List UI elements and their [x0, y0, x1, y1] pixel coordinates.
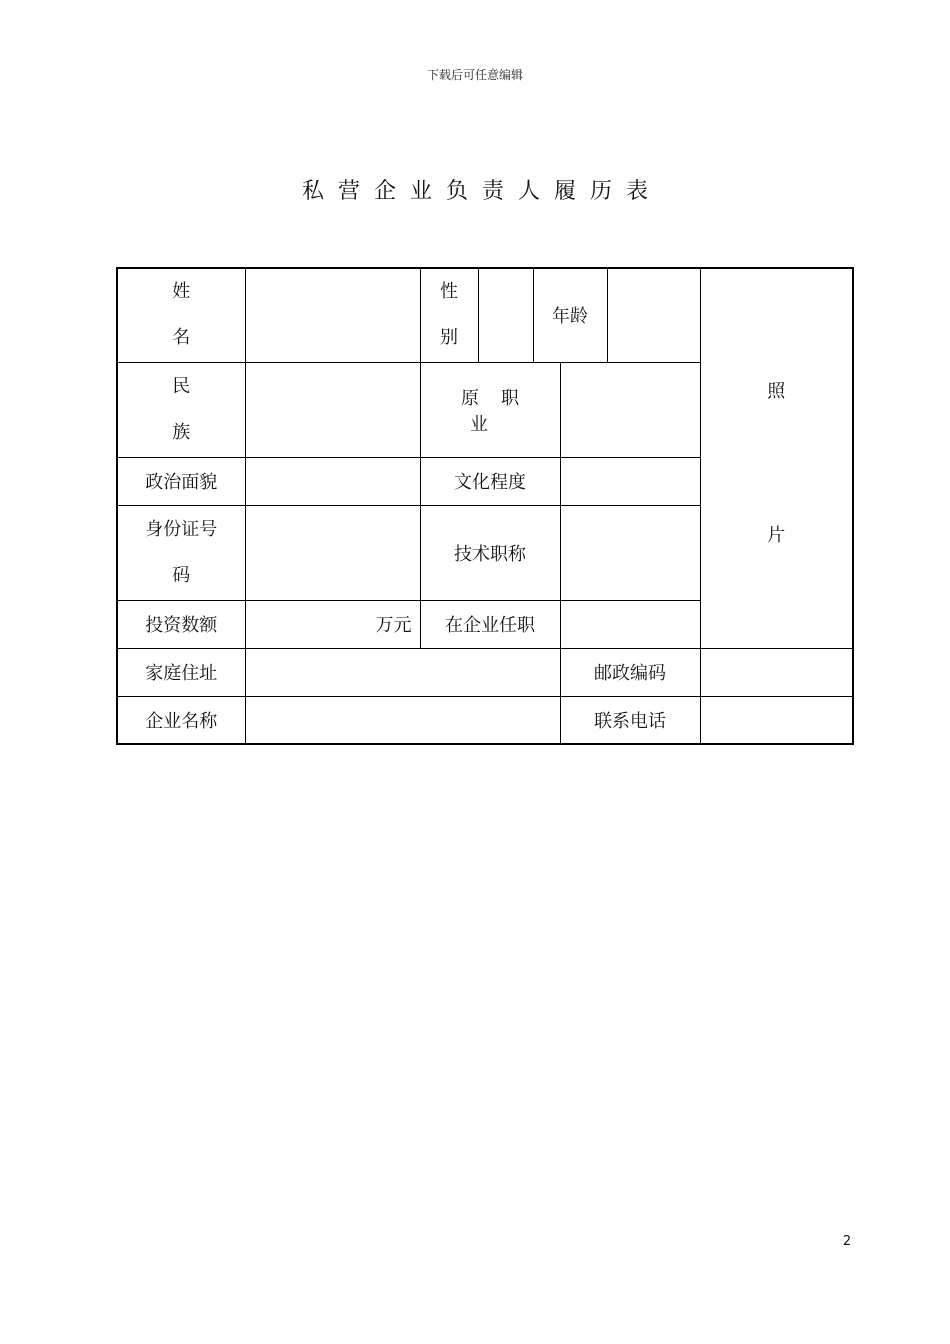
resume-form-table	[116, 267, 854, 745]
name-label: 姓 名	[117, 268, 245, 362]
postal-code-field[interactable]	[700, 648, 853, 696]
company-name-field[interactable]	[245, 696, 560, 744]
age-field[interactable]	[607, 268, 700, 362]
education-label: 文化程度	[420, 457, 560, 505]
technical-title-label: 技术职称	[420, 505, 560, 600]
company-name-label: 企业名称	[117, 696, 245, 744]
political-status-field[interactable]	[245, 457, 420, 505]
photo-label-1: 照	[767, 381, 786, 402]
company-position-field[interactable]	[560, 600, 700, 648]
contact-phone-label: 联系电话	[560, 696, 700, 744]
former-occupation-label: 原职业	[420, 362, 560, 457]
postal-code-label: 邮政编码	[560, 648, 700, 696]
table-row	[117, 648, 853, 696]
id-number-label: 身份证号 码	[117, 505, 245, 600]
gender-label: 性 别	[420, 268, 478, 362]
photo-area[interactable]	[700, 268, 853, 648]
page-number: 2	[842, 1234, 852, 1249]
contact-phone-field[interactable]	[700, 696, 853, 744]
table-row	[117, 696, 853, 744]
technical-title-field[interactable]	[560, 505, 700, 600]
ethnicity-label: 民 族	[117, 362, 245, 457]
ethnicity-field[interactable]	[245, 362, 420, 457]
header-note: 下载后可任意编辑	[426, 68, 523, 82]
gender-field[interactable]	[478, 268, 533, 362]
investment-label: 投资数额	[117, 600, 245, 648]
photo-label-2: 片	[767, 525, 786, 546]
age-label: 年龄	[533, 268, 607, 362]
investment-unit: 万元	[375, 615, 412, 636]
table-row	[117, 268, 853, 362]
former-occupation-field[interactable]	[560, 362, 700, 457]
home-address-label: 家庭住址	[117, 648, 245, 696]
name-field[interactable]	[245, 268, 420, 362]
document-title: 私营企业负责人履历表	[301, 179, 662, 204]
id-number-field[interactable]	[245, 505, 420, 600]
education-field[interactable]	[560, 457, 700, 505]
investment-field[interactable]	[245, 600, 420, 648]
political-status-label: 政治面貌	[117, 457, 245, 505]
company-position-label: 在企业任职	[420, 600, 560, 648]
home-address-field[interactable]	[245, 648, 560, 696]
